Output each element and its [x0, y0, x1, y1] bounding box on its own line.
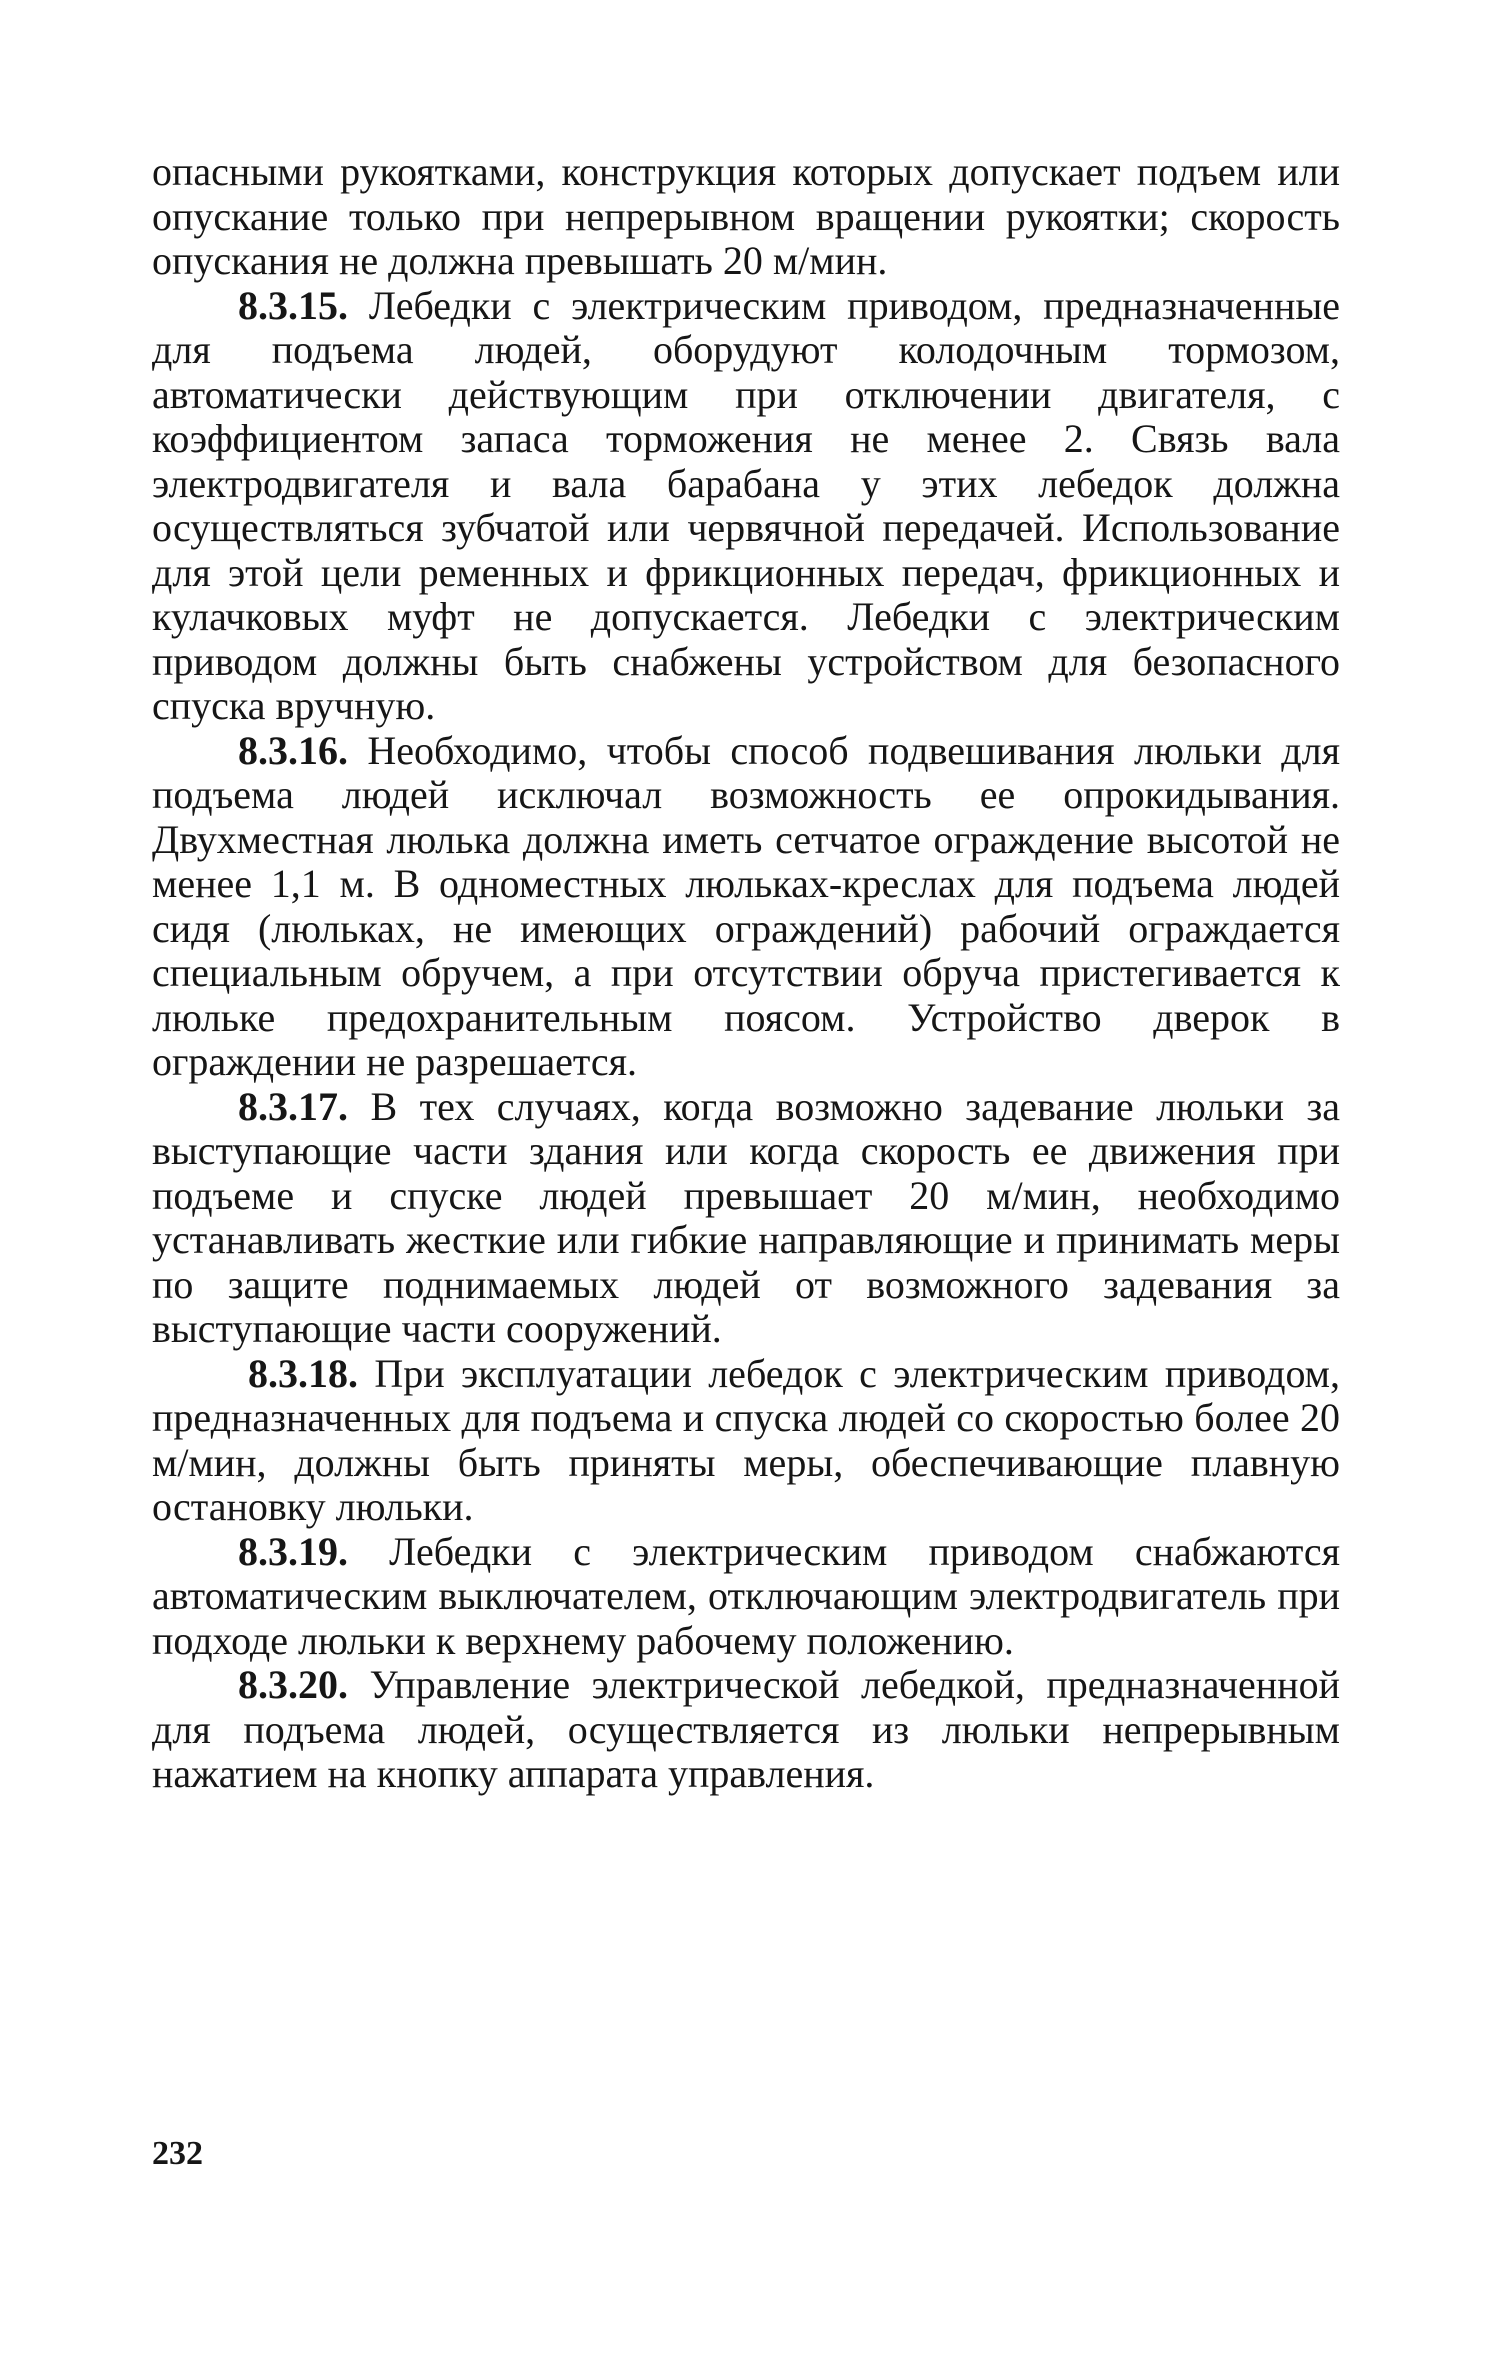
paragraph-text: Управление электрической лебедкой, предназначенной для подъема людей, осуществляется из люльки непрерывным нажатием на кнопку аппарата управления. [152, 1662, 1340, 1796]
clause-number: 8.3.18. [248, 1350, 358, 1396]
paragraph-8-3-17 [152, 1085, 1340, 1352]
paragraph-8-3-20 [152, 1663, 1340, 1797]
paragraph-text: При эксплуатации лебедок с электрическим приводом, предназначенных для подъема и спуска людей со скоростью более 20 м/мин, должны быть приняты меры, обеспечивающие плавную остановку люльки. [152, 1350, 1340, 1529]
paragraph-8-3-19 [152, 1530, 1340, 1664]
paragraph-text: Необходимо, чтобы способ подвешивания люльки для подъема людей исключал возможность ее опрокидывания. Двухместная люлька должна иметь сетчатое ограждение высотой не менее 1,1 м. В одноместных люльках-креслах для подъема людей сидя (люльках, не имеющих ограждений) рабочий ограждается специальным обручем, а при отсутствии обруча пристегивается к люльке предохранительным поясом. Устройство дверок в ограждении не разрешается. [152, 727, 1340, 1084]
paragraph-text: Лебедки с электрическим приводом, предназначенные для подъема людей, оборудуют колодочным тормозом, автоматически действующим при отключении двигателя, с коэффициентом запаса торможения не менее 2. Связь вала электродвигателя и вала барабана у этих лебедок должна осуществляться зубчатой или червячной передачей. Использование для этой цели ременных и фрикционных передач, фрикционных и кулачковых муфт не допускается. Лебедки с электрическим приводом должны быть снабжены устройством для безопасного спуска вручную. [152, 282, 1341, 728]
clause-number: 8.3.19. [238, 1528, 348, 1574]
paragraph-8-3-16 [152, 729, 1340, 1085]
paragraph-continuation [152, 150, 1340, 284]
clause-number: 8.3.17. [238, 1083, 348, 1129]
page-number: 232 [152, 2135, 203, 2172]
paragraph-8-3-15 [152, 284, 1340, 729]
page-body [152, 150, 1340, 1797]
paragraph-text: Лебедки с электрическим приводом снабжаются автоматическим выключателем, отключающим электродвигатель при подходе люльки к верхнему рабочему положению. [152, 1528, 1340, 1663]
clause-number: 8.3.15. [238, 282, 348, 328]
clause-number: 8.3.16. [238, 727, 348, 773]
paragraph-text: В тех случаях, когда возможно задевание люльки за выступающие части здания или когда скорость ее движения при подъеме и спуске людей превышает 20 м/мин, необходимо устанавливать жесткие или гибкие направляющие и принимать меры по защите поднимаемых людей от возможного задевания за выступающие части сооружений. [152, 1083, 1340, 1351]
paragraph-text: опасными рукоятками, конструкция которых допускает подъем или опускание только при непрерывном вращении рукоятки; скорость опускания не должна превышать 20 м/мин. [152, 149, 1340, 283]
paragraph-8-3-18 [152, 1352, 1340, 1530]
clause-number: 8.3.20. [238, 1662, 348, 1707]
